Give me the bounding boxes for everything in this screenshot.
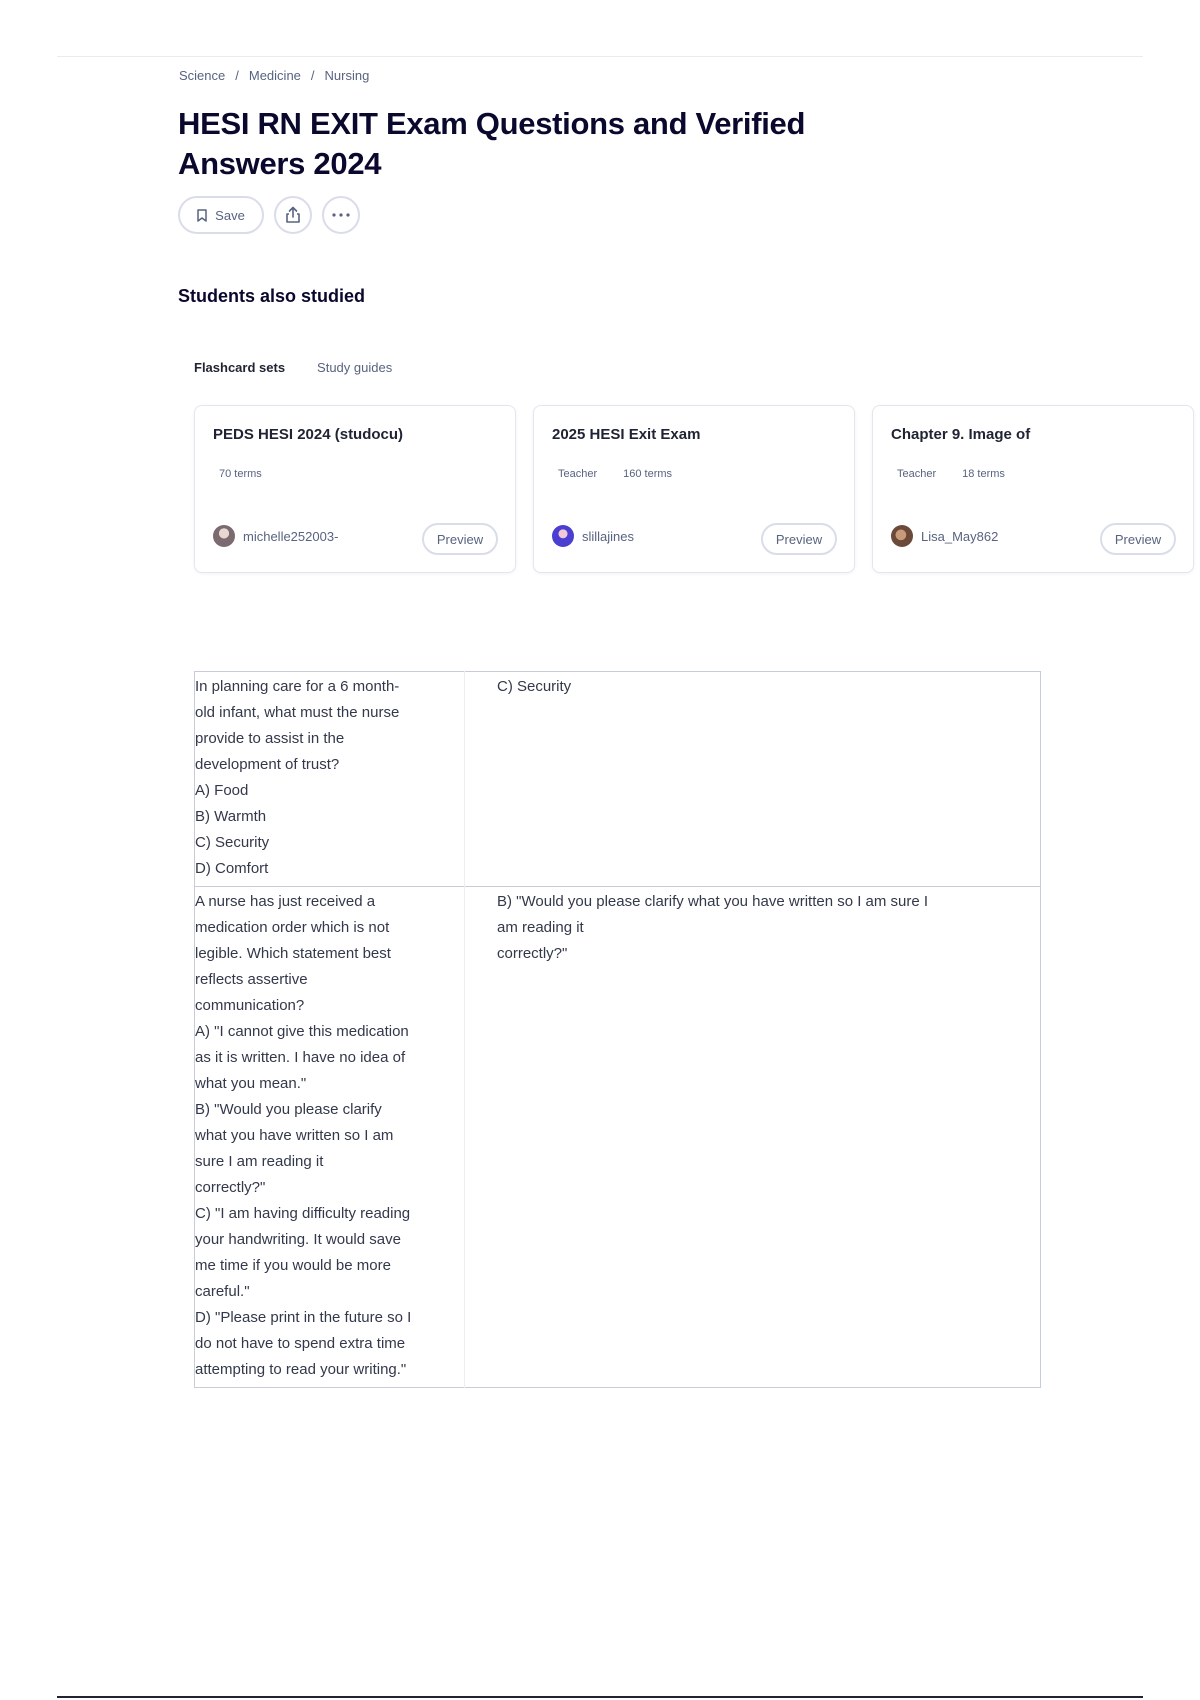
breadcrumb-separator: / [235,68,239,83]
card-author[interactable] [213,525,338,547]
save-button[interactable] [178,196,264,234]
answer-cell [465,672,1041,887]
breadcrumb-item-medicine[interactable]: Medicine [248,68,301,83]
question-line: A nurse has just received a [195,893,376,910]
tab-flashcard-sets[interactable]: Flashcard sets [194,360,286,375]
question-line: D) "Please print in the future so I [195,1309,412,1326]
author-name: michelle252003- [243,528,339,544]
study-set-carousel[interactable] [194,405,1162,577]
study-set-card[interactable] [872,405,1194,573]
avatar [213,525,235,547]
question-line: do not have to spend extra time [195,1335,406,1352]
question-line: correctly?" [195,1179,266,1196]
card-title: Chapter 9. Image of [891,426,1031,443]
question-line: A) Food [195,782,249,799]
question-line: what you have written so I am [195,1127,394,1144]
qa-row [195,672,1041,887]
card-terms: 18 terms [962,468,1005,480]
card-title: 2025 HESI Exit Exam [552,426,701,443]
more-icon [332,213,350,217]
breadcrumb-item-nursing[interactable]: Nursing [324,68,370,83]
card-title: PEDS HESI 2024 (studocu) [213,426,404,443]
answer-line: am reading it [497,919,584,936]
breadcrumb-separator: / [310,68,315,83]
question-cell [195,672,465,887]
share-icon [285,206,301,224]
bottom-divider [57,1696,1143,1698]
question-line: In planning care for a 6 month- [195,678,400,695]
question-line: reflects assertive [195,971,308,988]
avatar [891,525,913,547]
students-also-studied-heading: Students also studied [178,286,366,306]
question-line: B) "Would you please clarify [195,1101,382,1118]
page-title: HESI RN EXIT Exam Questions and Verified Answers 2024 [178,106,806,181]
question-line: C) "I am having difficulty reading [195,1205,411,1222]
qa-row [195,887,1041,1388]
answer-line: B) "Would you please clarify what you have written so I am sure I [497,893,929,910]
answer-line: C) Security [497,678,572,695]
tab-study-guides[interactable]: Study guides [317,360,393,375]
question-line: B) Warmth [195,808,267,825]
more-options-button[interactable] [322,196,360,234]
breadcrumb-item-science[interactable]: Science [179,68,226,83]
question-line: your handwriting. It would save [195,1231,401,1248]
question-line: legible. Which statement best [195,945,391,962]
question-line: D) Comfort [195,860,269,877]
question-line: old infant, what must the nurse [195,704,400,721]
preview-button[interactable]: Preview [761,523,837,555]
question-line: attempting to read your writing." [195,1361,407,1378]
share-button[interactable] [274,196,312,234]
study-tabs [194,360,392,381]
question-line: medication order which is not [195,919,390,936]
question-line: development of trust? [195,756,340,773]
card-author[interactable] [891,525,998,547]
bookmark-icon [197,209,207,222]
card-terms: 160 terms [623,468,673,480]
answer-line: correctly?" [497,945,568,962]
author-name: Lisa_May862 [921,528,999,544]
card-author[interactable] [552,525,634,547]
preview-button[interactable]: Preview [1100,523,1176,555]
study-set-card[interactable] [194,405,516,573]
title-actions [178,196,360,234]
teacher-badge: Teacher [558,468,598,480]
answer-cell [465,887,1041,1388]
teacher-badge: Teacher [897,468,937,480]
question-line: what you mean." [195,1075,307,1092]
qa-table [194,671,1041,1388]
question-line: as it is written. I have no idea of [195,1049,406,1066]
question-line: C) Security [195,834,270,851]
avatar [552,525,574,547]
breadcrumb [179,68,369,83]
card-meta [219,468,262,480]
card-meta [558,468,672,480]
card-meta [897,468,1005,480]
top-divider [57,56,1143,57]
question-line: A) "I cannot give this medication [195,1023,409,1040]
question-line: careful." [195,1283,250,1300]
question-line: provide to assist in the [195,730,345,747]
preview-button[interactable]: Preview [422,523,498,555]
author-name: slillajines [582,528,635,544]
study-set-card[interactable] [533,405,855,573]
question-cell [195,887,465,1388]
question-line: sure I am reading it [195,1153,324,1170]
question-line: me time if you would be more [195,1257,391,1274]
save-label: Save [215,207,245,223]
card-terms: 70 terms [219,468,262,480]
question-line: communication? [195,997,305,1014]
